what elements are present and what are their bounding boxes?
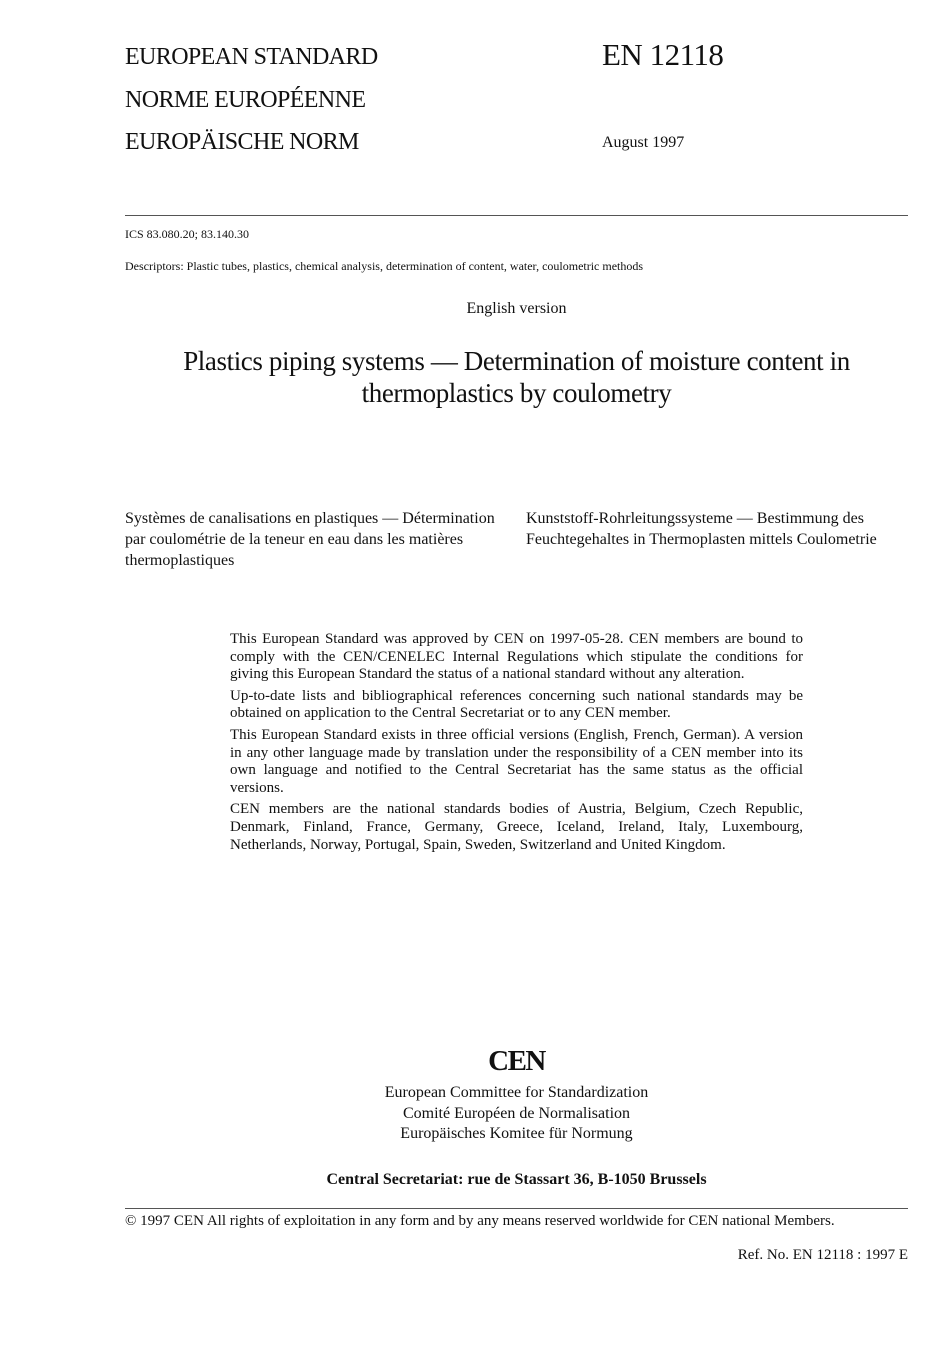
version-label: English version <box>466 300 567 317</box>
standard-name-french: NORME EUROPÉENNE <box>125 87 366 113</box>
cen-logo: CEN <box>488 1045 545 1077</box>
organization-name-french: Comité Européen de Normalisation <box>402 1104 631 1122</box>
standard-name-german: EUROPÄISCHE NORM <box>125 129 359 155</box>
footer-divider <box>125 1208 908 1209</box>
notice-paragraph-references: Up-to-date lists and bibliographical references concerning such national standards may be obtained on application to the Central Secretariat or to any CEN member. <box>230 687 803 722</box>
copyright-notice: © 1997 CEN All rights of exploitation in any form and by any means reserved worldwide for CEN national Members. <box>125 1213 835 1229</box>
descriptors: Descriptors: Plastic tubes, plastics, chemical analysis, determination of content, water, coulometric methods <box>125 259 644 273</box>
notice-paragraph-versions: This European Standard exists in three official versions (English, French, German). A version in any other language made by translation under the responsibility of a CEN member into its own language and notified to the Central Secretariat has the same status as the official versions. <box>230 726 803 796</box>
header-divider <box>125 215 908 216</box>
title-german: Kunststoff-Rohrleitungssysteme — Bestimmung des Feuchtegehaltes in Thermoplasten mittels Coulometrie <box>526 510 877 548</box>
document-title: Plastics piping systems — Determination of moisture content in thermoplastics by coulometry <box>183 346 850 408</box>
approval-notice <box>230 631 803 858</box>
title-french: Systèmes de canalisations en plastiques — Détermination par coulométrie de la teneur en eau dans les matières thermoplastiques <box>125 510 495 569</box>
organization-name-german: Europäisches Komitee für Normung <box>400 1125 633 1142</box>
secretariat-address: Central Secretariat: rue de Stassart 36, B-1050 Brussels <box>326 1171 707 1188</box>
standard-name-english: EUROPEAN STANDARD <box>125 44 378 70</box>
standard-number: EN 12118 <box>602 37 724 72</box>
ics-codes: ICS 83.080.20; 83.140.30 <box>125 227 250 241</box>
reference-number: Ref. No. EN 12118 : 1997 E <box>737 1247 908 1263</box>
notice-paragraph-approval: This European Standard was approved by CEN on 1997-05-28. CEN members are bound to comply with the CEN/CENELEC Internal Regulations which stipulate the conditions for giving this European Standard the status of a national standard without any alteration. <box>230 631 803 683</box>
organization-name-english: European Committee for Standardization <box>384 1084 649 1101</box>
organization-names <box>125 1083 908 1145</box>
publication-date: August 1997 <box>602 134 685 151</box>
notice-paragraph-members: CEN members are the national standards bodies of Austria, Belgium, Czech Republic, Denmark, Finland, France, Germany, Greece, Iceland, Ireland, Italy, Luxembourg, Netherlands, Norway, Portugal, Spain, Sweden, Switzerland and United Kingdom. <box>230 801 803 853</box>
